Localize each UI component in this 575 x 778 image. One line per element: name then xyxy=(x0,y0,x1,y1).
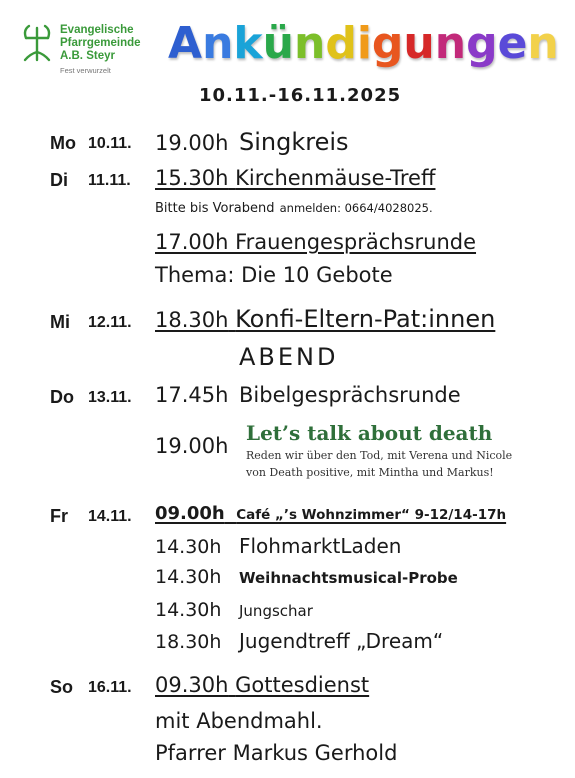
title-letter: g xyxy=(466,18,498,69)
event-thema-frauen: Thema: Die 10 Gebote xyxy=(155,263,393,287)
event-title-death: Let’s talk about death xyxy=(246,421,493,445)
date-label-fr: 14.11. xyxy=(88,508,132,525)
event-title-flohmarkt: FlohmarktLaden xyxy=(239,534,402,558)
event-time-jungschar: 14.30h xyxy=(155,599,222,621)
title-letter: d xyxy=(325,18,357,69)
title-letter: u xyxy=(403,18,435,69)
event-time-death: 19.00h xyxy=(155,434,229,458)
date-label-mo: 10.11. xyxy=(88,135,132,152)
page-title xyxy=(168,18,559,69)
event-time-jugendtreff: 18.30h xyxy=(155,631,222,653)
event-title-musical: Weihnachtsmusical-Probe xyxy=(239,569,458,587)
note-part-b-label: anmelden: 0664/4028025. xyxy=(279,201,433,215)
event-time-konfi: 18.30h xyxy=(155,308,229,332)
org-line-3: A.B. Steyr xyxy=(60,50,115,62)
event-note-kirchenmaeuse xyxy=(155,197,433,216)
day-label-mi: Mi xyxy=(50,312,70,332)
day-label-di: Di xyxy=(50,170,68,190)
day-label-so: So xyxy=(50,677,74,697)
event-title-gottesdienst: Gottesdienst xyxy=(235,673,370,697)
title-letter: n xyxy=(527,18,559,69)
event-title-cafe: Café „’s Wohnzimmer“ 9-12/14-17h xyxy=(236,507,507,523)
event-title-jugendtreff: Jugendtreff „Dream“ xyxy=(239,629,444,653)
org-line-1: Evangelische xyxy=(60,24,134,36)
event-time-bibel: 17.45h xyxy=(155,383,229,407)
title-letter: ü xyxy=(262,18,294,69)
event-time-cafe: 09.00h xyxy=(155,503,225,524)
event-gottesdienst xyxy=(155,673,369,697)
event-time-singkreis: 19.00h xyxy=(155,131,229,155)
event-time-gottesdienst: 09.30h xyxy=(155,673,229,697)
org-name xyxy=(60,24,141,63)
title-letter: e xyxy=(497,18,528,69)
event-time-musical: 14.30h xyxy=(155,566,222,588)
cross-tree-logo-icon xyxy=(20,22,54,64)
event-frauen: 17.00h Frauengesprächsrunde xyxy=(155,230,477,254)
day-label-mo: Mo xyxy=(50,133,76,153)
date-label-so: 16.11. xyxy=(88,679,132,696)
event-time-flohmarkt: 14.30h xyxy=(155,536,222,558)
event-title-singkreis: Singkreis xyxy=(239,128,349,156)
date-label-mi: 12.11. xyxy=(88,314,132,331)
title-letter: k xyxy=(233,18,263,69)
event-time-kirchenmaeuse: 15.30h xyxy=(155,166,229,190)
event-konfi xyxy=(155,305,495,333)
date-label-do: 13.11. xyxy=(88,389,132,406)
event-line2-gottesdienst: mit Abendmahl. xyxy=(155,709,323,733)
title-letter: g xyxy=(371,18,404,69)
event-cafe xyxy=(155,503,506,524)
date-range: 10.11.-16.11.2025 xyxy=(199,85,402,106)
motto: Fest verwurzelt xyxy=(60,66,111,75)
title-letter: n xyxy=(434,18,467,69)
date-label-di: 11.11. xyxy=(88,172,131,189)
title-letter: n xyxy=(202,18,234,69)
org-line-2: Pfarrgemeinde xyxy=(60,37,141,49)
day-label-fr: Fr xyxy=(50,506,68,526)
event-title-bibel: Bibelgesprächsrunde xyxy=(239,383,461,407)
title-letter: n xyxy=(293,18,326,69)
event-title-kirchenmaeuse: Kirchenmäuse-Treff xyxy=(235,166,436,190)
event-desc-death xyxy=(246,447,512,481)
event-title-konfi: Konfi-Eltern-Pat:innen xyxy=(235,305,496,333)
event-title-jungschar: Jungschar xyxy=(239,602,313,620)
note-part-a: Bitte bis Vorabend xyxy=(155,201,275,216)
title-letter: i xyxy=(356,18,372,69)
death-line-1: Reden wir über den Tod, mit Verena und Nicole xyxy=(246,449,513,462)
event-line3-gottesdienst: Pfarrer Markus Gerhold xyxy=(155,741,398,765)
event-kirchenmaeuse xyxy=(155,166,435,190)
title-letter: A xyxy=(168,18,203,69)
day-label-do: Do xyxy=(50,387,74,407)
event-title2-konfi: ABEND xyxy=(239,343,339,371)
death-line-2: von Death positive, mit Mintha und Markus! xyxy=(246,466,494,479)
